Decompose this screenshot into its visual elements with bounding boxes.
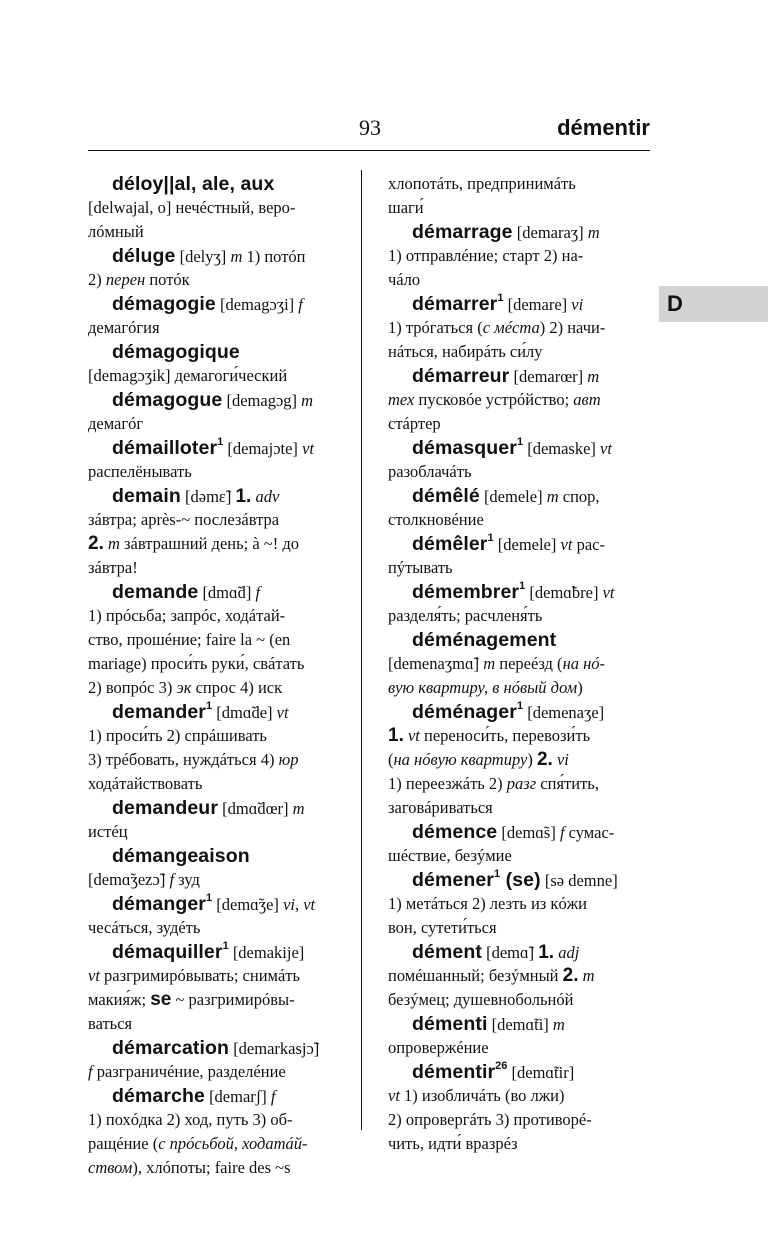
entry-text: разделя́ть; расчленя́ть xyxy=(388,606,543,625)
entry-text: [demajɔte] xyxy=(223,439,303,458)
headword: démentir xyxy=(412,1061,496,1083)
entry-head-line xyxy=(88,340,350,364)
thumb-index-tab xyxy=(659,286,768,322)
entry-text: демагóгия xyxy=(88,318,160,337)
entry-text: [demɑ̃ti] xyxy=(487,1015,553,1034)
entry-text: переéзд ( xyxy=(495,654,563,673)
entry-text: зáвтра! xyxy=(88,558,138,577)
entry-text: [demɑ̃] xyxy=(481,943,539,962)
column-divider xyxy=(361,170,362,1130)
headword: démaquiller xyxy=(112,941,223,963)
grammar-label: vt xyxy=(302,439,314,458)
entry-text: 1) трóгаться ( xyxy=(388,318,483,337)
entry-head-line xyxy=(88,940,350,964)
entry-line xyxy=(388,508,650,532)
entry-text: ~ разгримирóвы- xyxy=(171,990,295,1009)
entry-line xyxy=(388,844,650,868)
thumb-index-letter: D xyxy=(667,291,683,316)
entry-line xyxy=(88,316,350,340)
entry-line xyxy=(88,628,350,652)
sense-number: 2. xyxy=(536,749,553,770)
entry-line xyxy=(88,412,350,436)
entry-head-line xyxy=(88,844,350,868)
entry-text: чáло xyxy=(388,270,421,289)
entry-line xyxy=(88,964,350,988)
entry-head-line xyxy=(388,484,650,508)
page-number: 93 xyxy=(359,115,381,140)
entry-text: [demagɔʒi] xyxy=(215,295,299,314)
grammar-label: вую квартиру, в нóвый дом xyxy=(388,678,578,697)
entry-line xyxy=(388,964,650,988)
entry-text: зáвтрашний день; à ~! до xyxy=(119,534,299,553)
entry-text: хлопотáть, предпринимáть xyxy=(388,174,576,193)
entry-line xyxy=(88,988,350,1012)
entry-text: чесáться, зудéть xyxy=(88,918,201,937)
headword: démêler xyxy=(412,533,488,555)
entry-text: нáться, набирáть си́лу xyxy=(388,342,543,361)
conjugation-number: 1 xyxy=(217,436,224,448)
grammar-label: m xyxy=(546,487,559,506)
entry-text: ) xyxy=(577,678,583,697)
sense-number: 2. xyxy=(562,965,579,986)
entry-text: , xyxy=(294,895,304,914)
sense-number: 2. xyxy=(88,533,104,554)
grammar-label: f xyxy=(255,583,261,602)
grammar-label: ством xyxy=(88,1158,133,1177)
entry-text: пýтывать xyxy=(388,558,453,577)
entry-line xyxy=(88,364,350,388)
entry-text: [demarkasjɔ̃] xyxy=(229,1039,320,1058)
entry-line xyxy=(388,244,650,268)
entry-line xyxy=(88,1156,350,1180)
entry-head-line xyxy=(88,388,350,412)
grammar-label: m xyxy=(587,223,600,242)
grammar-label: vt xyxy=(407,726,420,745)
conjugation-number: 1 xyxy=(487,532,494,544)
headword: déluge xyxy=(112,245,176,267)
entry-text: чить, идти́ вразрéз xyxy=(388,1134,518,1153)
entry-text: [demɑ̃tir] xyxy=(507,1063,575,1082)
entry-text: заговáриваться xyxy=(388,798,493,817)
headword: déloy||al, ale, aux xyxy=(112,173,275,195)
entry-text: столкновéние xyxy=(388,510,484,529)
entry-line xyxy=(388,724,650,748)
entry-text: [demenaʒe] xyxy=(523,703,605,722)
entry-text: распелёнывать xyxy=(88,462,192,481)
grammar-label: тех xyxy=(388,390,415,409)
entry-head-line xyxy=(388,292,650,316)
sense-number: 1. xyxy=(538,942,555,963)
entry-text: [demɑ̃s] xyxy=(497,823,560,842)
entry-line xyxy=(88,820,350,844)
entry-text: 1) проси́ть 2) спрáшивать xyxy=(88,726,267,745)
entry-text: 2) опровергáть 3) противорé- xyxy=(388,1110,592,1129)
grammar-label: vt xyxy=(303,895,316,914)
entry-text: 1) отправлéние; старт 2) на- xyxy=(388,246,584,265)
entry-text: ство, прошéние; faire la ~ (en xyxy=(88,630,291,649)
grammar-label: vt xyxy=(388,1086,400,1105)
entry-line xyxy=(388,1132,650,1156)
grammar-label: разг xyxy=(506,774,537,793)
headword: démailloter xyxy=(112,437,218,459)
entry-line xyxy=(88,1108,350,1132)
entry-text: помéшанный; безýмный xyxy=(388,966,563,985)
entry-line xyxy=(388,988,650,1012)
entry-text: шéствие, безýмие xyxy=(388,846,512,865)
headword: démangeaison xyxy=(112,845,250,867)
entry-text: [demele] xyxy=(479,487,547,506)
headword: (se) xyxy=(500,869,541,891)
entry-text: разгримирóвывать; снимáть xyxy=(99,966,301,985)
entry-text: [delwajal, o] нечéстный, веро- xyxy=(88,198,296,217)
grammar-label: vi xyxy=(283,895,295,914)
headword: démasquer xyxy=(412,437,517,459)
entry-text: [demenaʒmɑ̃] xyxy=(388,654,484,673)
entry-line xyxy=(388,916,650,940)
conjugation-number: 1 xyxy=(206,700,213,712)
sense-number: 1. xyxy=(388,725,404,746)
right-column xyxy=(388,172,650,1156)
entry-text: [sə demne] xyxy=(540,871,618,890)
entry-head-line xyxy=(388,940,650,964)
entry-text: 1) переезжáть 2) xyxy=(388,774,507,793)
entry-line xyxy=(388,172,650,196)
entry-text: [demakije] xyxy=(228,943,305,962)
entry-head-line xyxy=(388,628,650,652)
grammar-label: adj xyxy=(558,943,580,962)
entry-line xyxy=(388,1084,650,1108)
entry-text: 1) потóп xyxy=(242,247,306,266)
grammar-label: f xyxy=(298,295,303,314)
entry-text: сумас- xyxy=(564,823,615,842)
conjugation-number: 1 xyxy=(206,892,213,904)
sense-number: 1. xyxy=(235,486,252,507)
headword: démence xyxy=(412,821,498,843)
entry-text: спор, xyxy=(558,487,600,506)
entry-text: вон, сутети́ться xyxy=(388,918,497,937)
grammar-label: vt xyxy=(560,535,573,554)
entry-line xyxy=(88,868,350,892)
entry-head-line xyxy=(388,1060,650,1084)
entry-head-line xyxy=(88,700,350,724)
entry-text: [dəmɛ̃] xyxy=(180,487,236,506)
entry-head-line xyxy=(388,700,650,724)
grammar-label: vt xyxy=(600,439,612,458)
entry-line xyxy=(388,772,650,796)
conjugation-number: 1 xyxy=(516,436,524,448)
entry-line xyxy=(388,556,650,580)
entry-text: потóк xyxy=(145,270,190,289)
conjugation-number: 1 xyxy=(497,292,504,304)
entry-head-line xyxy=(388,220,650,244)
headword: démarche xyxy=(112,1085,205,1107)
entry-line xyxy=(88,652,350,676)
entry-line xyxy=(388,1108,650,1132)
grammar-label: m xyxy=(552,1015,565,1034)
entry-head-line xyxy=(88,1084,350,1108)
entry-text: спя́тить, xyxy=(536,774,599,793)
grammar-label: на нóвую квартиру xyxy=(393,750,528,769)
headword: démenti xyxy=(412,1013,488,1035)
headword: démanger xyxy=(112,893,206,915)
entry-text: [dmɑ̃de] xyxy=(212,703,277,722)
entry-line xyxy=(88,772,350,796)
entry-line xyxy=(388,796,650,820)
entry-line xyxy=(88,196,350,220)
entry-head-line xyxy=(88,244,350,268)
entry-text: лóмный xyxy=(88,222,144,241)
entry-line xyxy=(388,196,650,220)
grammar-label: vi xyxy=(556,750,569,769)
entry-line xyxy=(88,220,350,244)
grammar-label: на нó- xyxy=(562,654,606,673)
grammar-label: m xyxy=(587,367,600,386)
entry-text: [demɑ̃ʒe] xyxy=(212,895,284,914)
headword: demande xyxy=(112,581,199,603)
entry-text: пусковóе устрóйство; xyxy=(414,390,574,409)
entry-text: зáвтра; après-~ послезáвтра xyxy=(88,510,280,529)
entry-text: [demagɔg] xyxy=(222,391,302,410)
entry-text: 2) xyxy=(88,270,106,289)
conjugation-number: 26 xyxy=(495,1060,508,1072)
entry-head-line xyxy=(88,796,350,820)
entry-line xyxy=(88,508,350,532)
headword: déménager xyxy=(412,701,517,723)
entry-text: [demaske] xyxy=(523,439,601,458)
entry-text: [demare] xyxy=(503,295,572,314)
entry-line xyxy=(388,892,650,916)
entry-text: разграничéние, разделéние xyxy=(92,1062,286,1081)
entry-head-line xyxy=(388,436,650,460)
grammar-label: f xyxy=(169,870,175,889)
entry-line xyxy=(88,460,350,484)
entry-text: 1) изобличáть (во лжи) xyxy=(399,1086,565,1105)
headword: démagogue xyxy=(112,389,223,411)
entry-line xyxy=(88,916,350,940)
entry-text: опровержéние xyxy=(388,1038,489,1057)
conjugation-number: 1 xyxy=(519,580,526,592)
headword: déménagement xyxy=(412,629,557,651)
entry-text: [demele] xyxy=(493,535,561,554)
grammar-label: авт xyxy=(573,390,601,409)
entry-line xyxy=(88,1012,350,1036)
entry-line xyxy=(388,460,650,484)
entry-line xyxy=(88,268,350,292)
entry-text: 1) метáться 2) лезть из кóжи xyxy=(388,894,587,913)
entry-text: зуд xyxy=(174,870,200,889)
grammar-label: эк xyxy=(176,678,192,697)
conjugation-number: 1 xyxy=(516,700,524,712)
headword: démembrer xyxy=(412,581,520,603)
entry-line xyxy=(388,388,650,412)
entry-text: шаги́ xyxy=(388,198,424,217)
grammar-label: vt xyxy=(602,583,615,602)
grammar-label: юр xyxy=(278,750,299,769)
entry-text: ходáтайствовать xyxy=(88,774,203,793)
headword: démarcation xyxy=(112,1037,230,1059)
entry-text: стáртер xyxy=(388,414,441,433)
entry-text: ) xyxy=(527,750,537,769)
entry-text: [demɑ̃bre] xyxy=(525,583,603,602)
grammar-label: m xyxy=(483,654,496,673)
headword: démarrage xyxy=(412,221,513,243)
entry-text: [delyʒ] xyxy=(175,247,231,266)
conjugation-number: 1 xyxy=(494,868,501,880)
headword: démarreur xyxy=(412,365,510,387)
entry-line xyxy=(388,268,650,292)
entry-text: ваться xyxy=(88,1014,133,1033)
grammar-label: vi xyxy=(571,295,584,314)
headword: dément xyxy=(412,941,482,963)
entry-text: 1) прóсьба; запрóс, ходáтай- xyxy=(88,606,286,625)
entry-text: спрос 4) иск xyxy=(191,678,283,697)
headword: demain xyxy=(112,485,181,507)
entry-text: [demarʃ] xyxy=(204,1087,271,1106)
entry-text: безýмец; душевнобольнóй xyxy=(388,990,574,1009)
entry-head-line xyxy=(388,532,650,556)
entry-line xyxy=(88,676,350,700)
entry-line xyxy=(388,604,650,628)
entry-head-line xyxy=(388,580,650,604)
entry-line xyxy=(388,316,650,340)
grammar-label: перен xyxy=(105,270,146,289)
entry-text: демагóг xyxy=(88,414,144,433)
entry-text: ), хлóпоты; faire des ~s xyxy=(132,1158,291,1177)
headword: demandeur xyxy=(112,797,219,819)
headword: démagogie xyxy=(112,293,216,315)
entry-head-line xyxy=(388,364,650,388)
running-head: démentir xyxy=(557,115,650,140)
entry-line xyxy=(388,652,650,676)
grammar-label: с прóсьбой, ходатáй- xyxy=(158,1134,308,1153)
entry-head-line xyxy=(88,172,350,196)
entry-line xyxy=(88,724,350,748)
grammar-label: m xyxy=(582,966,595,985)
entry-head-line xyxy=(88,292,350,316)
entry-text: разоблачáть xyxy=(388,462,472,481)
entry-line xyxy=(88,556,350,580)
entry-head-line xyxy=(88,484,350,508)
grammar-label: vt xyxy=(276,703,289,722)
entry-text: [demaraʒ] xyxy=(512,223,588,242)
sense-number: se xyxy=(150,989,172,1010)
grammar-label: adv xyxy=(255,487,280,506)
entry-line xyxy=(388,340,650,364)
headword: démarrer xyxy=(412,293,498,315)
entry-line xyxy=(388,1036,650,1060)
entry-text: переноси́ть, перевози́ть xyxy=(419,726,591,745)
entry-text: [dmɑ̃d] xyxy=(198,583,256,602)
header-rule xyxy=(88,150,650,151)
entry-text: 2) вопрóс 3) xyxy=(88,678,177,697)
entry-line xyxy=(388,676,650,700)
entry-line xyxy=(388,748,650,772)
entry-head-line xyxy=(88,436,350,460)
entry-text: [dmɑ̃dœr] xyxy=(218,799,293,818)
entry-line xyxy=(88,532,350,556)
entry-text: истéц xyxy=(88,822,128,841)
entry-head-line xyxy=(88,580,350,604)
entry-head-line xyxy=(388,820,650,844)
entry-head-line xyxy=(88,892,350,916)
entry-text: [demarœr] xyxy=(509,367,588,386)
entry-text: рас- xyxy=(572,535,605,554)
entry-head-line xyxy=(388,1012,650,1036)
entry-text: [demɑ̃ʒezɔ̃] xyxy=(88,870,170,889)
entry-text: [demagɔʒik] демагоги́ческий xyxy=(88,366,288,385)
entry-line xyxy=(88,604,350,628)
entry-text: ) 2) начи- xyxy=(539,318,606,337)
entry-text: ращéние ( xyxy=(88,1134,159,1153)
grammar-label: m xyxy=(301,391,314,410)
left-column xyxy=(88,172,350,1180)
grammar-label: f xyxy=(88,1062,93,1081)
entry-text: макия́ж; xyxy=(88,990,151,1009)
grammar-label: m xyxy=(230,247,243,266)
entry-line xyxy=(88,748,350,772)
entry-line xyxy=(388,412,650,436)
headword: démagogique xyxy=(112,341,240,363)
entry-text: mariage) проси́ть руки́, свáтать xyxy=(88,654,305,673)
entry-head-line xyxy=(88,1036,350,1060)
entry-line xyxy=(88,1132,350,1156)
headword: demander xyxy=(112,701,206,723)
grammar-label: f xyxy=(559,823,565,842)
grammar-label: m xyxy=(292,799,305,818)
entry-text: ( xyxy=(388,750,394,769)
entry-line xyxy=(88,1060,350,1084)
conjugation-number: 1 xyxy=(222,940,229,952)
grammar-label: vt xyxy=(88,966,100,985)
headword: démêlé xyxy=(412,485,480,507)
entry-head-line xyxy=(388,868,650,892)
grammar-label: с мéста xyxy=(482,318,540,337)
headword: démener xyxy=(412,869,494,891)
entry-text: 3) трéбовать, нуждáться 4) xyxy=(88,750,279,769)
grammar-label: f xyxy=(270,1087,276,1106)
grammar-label: m xyxy=(107,534,120,553)
entry-text: 1) похóдка 2) ход, путь 3) об- xyxy=(88,1110,293,1129)
